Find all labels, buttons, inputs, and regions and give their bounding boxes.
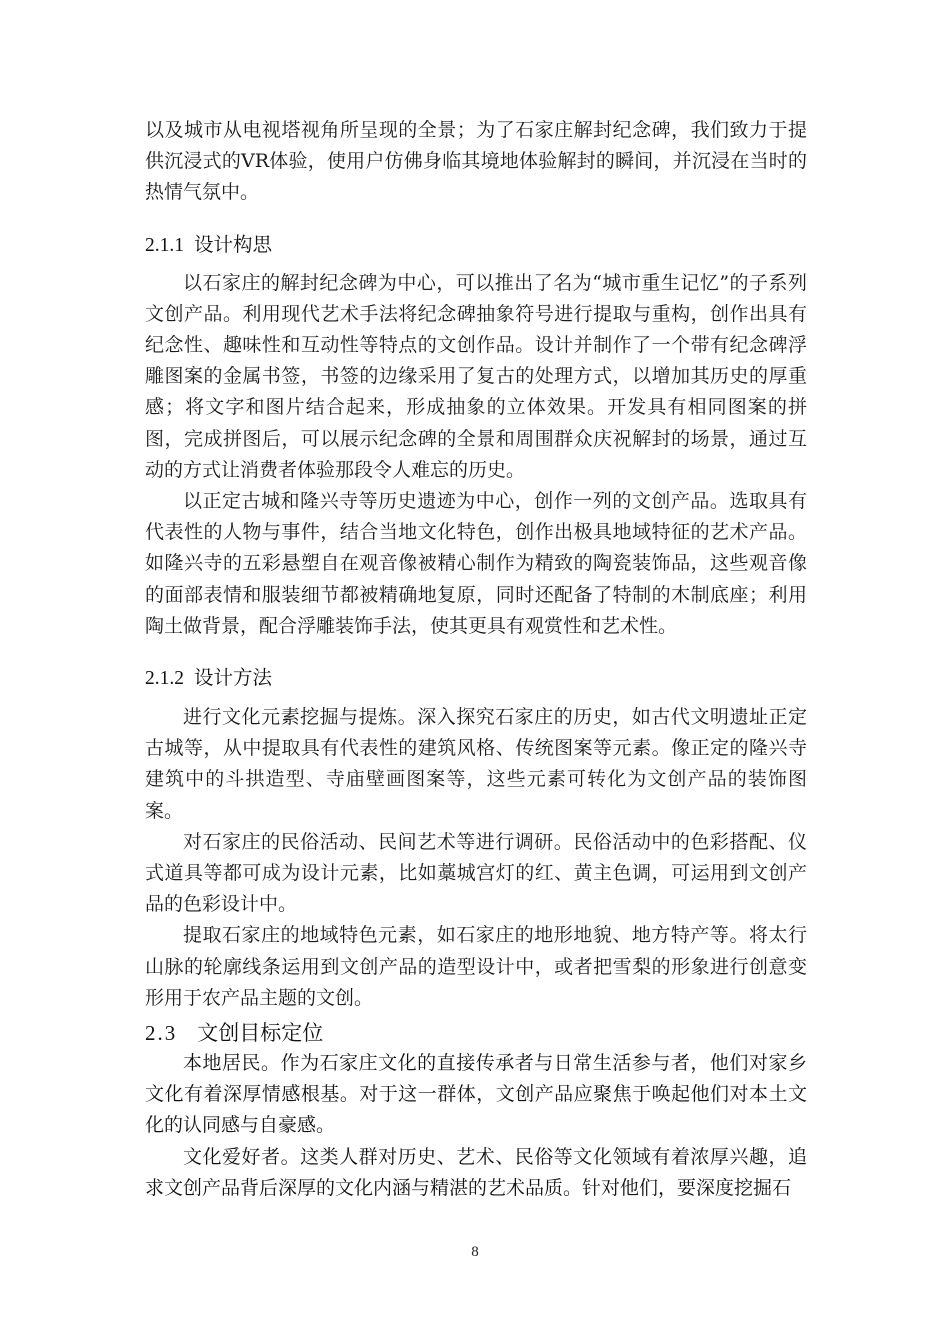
section-heading-2-3 [145, 1018, 807, 1048]
intro-paragraph: 以及城市从电视塔视角所呈现的全景；为了石家庄解封纪念碑，我们致力于提供沉浸式的VR体验，使用户仿佛身临其境地体验解封的瞬间，并沉浸在当时的热情气氛中。 [145, 119, 807, 204]
section-title: 文创目标定位 [197, 1021, 324, 1046]
body-paragraph: 进行文化元素挖掘与提炼。深入探究石家庄的历史，如古代文明遗址正定古城等，从中提取具有代表性的建筑风格、传统图案等元素。像正定的隆兴寺建筑中的斗拱造型、寺庙壁画图案等，这些元素可转化为文创产品的装饰图案。 [145, 706, 807, 822]
paragraph-lead: 文化爱好者。 [183, 1145, 301, 1168]
section-number: 2.3 [145, 1021, 178, 1046]
section-number: 2.1.1 [145, 234, 184, 256]
body-paragraph [145, 1048, 807, 1142]
paragraph-lead: 本地居民。 [183, 1052, 281, 1075]
body-paragraph: 提取石家庄的地域特色元素，如石家庄的地形地貌、地方特产等。将太行山脉的轮廓线条运用到文创产品的造型设计中，或者把雪梨的形象进行创意变形用于农产品主题的文创。 [145, 924, 807, 1009]
paragraph-body: 这类人群对历史、艺术、民俗等文化领域有着浓厚兴趣，追求文创产品背后深厚的文化内涵与精湛的艺术品质。针对他们，要深度挖掘石 [145, 1145, 807, 1199]
section-number: 2.1.2 [145, 668, 184, 690]
page-number: 8 [471, 1244, 479, 1260]
body-paragraph: 以石家庄的解封纪念碑为中心，可以推出了名为“城市重生记忆”的子系列文创产品。利用现代艺术手法将纪念碑抽象符号进行提取与重构，创作出具有纪念性、趣味性和互动性等特点的文创作品。设计并制作了一个带有纪念碑浮雕图案的金属书签，书签的边缘采用了复古的处理方式，以增加其历史的厚重感；将文字和图片结合起来，形成抽象的立体效果。开发具有相同图案的拼图，完成拼图后，可以展示纪念碑的全景和周围群众庆祝解封的场景，通过互动的方式让消费者体验那段令人难忘的历史。 [145, 271, 807, 481]
body-paragraph: 以正定古城和隆兴寺等历史遗迹为中心，创作一列的文创产品。选取具有代表性的人物与事件，结合当地文化特色，创作出极具地域特征的艺术产品。如隆兴寺的五彩悬塑自在观音像被精心制作为精致的陶瓷装饰品，这些观音像的面部表情和服装细节都被精确地复原，同时还配备了特制的木制底座；利用陶土做背景，配合浮雕装饰手法，使其更具有观赏性和艺术性。 [145, 490, 807, 637]
body-paragraph: 对石家庄的民俗活动、民间艺术等进行调研。民俗活动中的色彩搭配、仪式道具等都可成为设计元素，比如藁城宫灯的红、黄主色调，可运用到文创产品的色彩设计中。 [145, 830, 807, 916]
paragraph-body: 作为石家庄文化的直接传承者与日常生活参与者，他们对家乡文化有着深厚情感根基。对于这一群体，文创产品应聚焦于唤起他们对本土文化的认同感与自豪感。 [145, 1052, 807, 1137]
section-title: 设计构思 [194, 232, 273, 256]
page-content [145, 115, 807, 1204]
section-heading-2-1-1 [145, 231, 807, 260]
body-paragraph [145, 1142, 807, 1204]
section-title: 设计方法 [194, 666, 273, 690]
section-heading-2-1-2 [145, 664, 807, 693]
